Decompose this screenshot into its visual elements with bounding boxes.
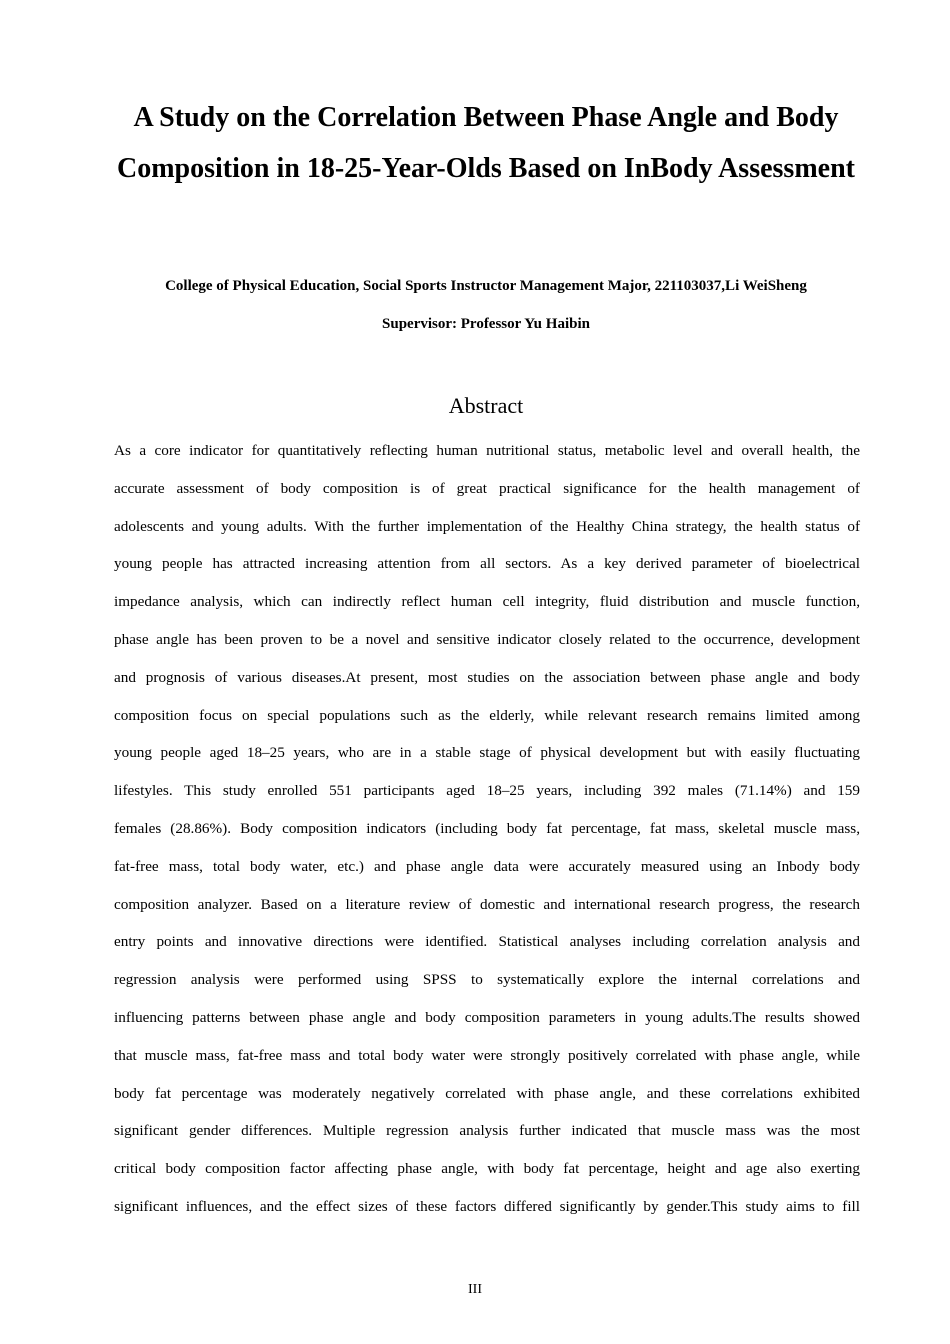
abstract-line: significant influences, and the effect sizes of these factors differed significantly by gender.This study aims to fill xyxy=(114,1197,860,1215)
abstract-line: lifestyles. This study enrolled 551 participants aged 18–25 years, including 392 males (71.14%) and 159 xyxy=(114,782,860,800)
abstract-line: significant gender differences. Multiple regression analysis further indicated that muscle mass was the most xyxy=(114,1122,860,1140)
abstract-line: young people has attracted increasing attention from all sectors. As a key derived parameter of bioelectrical xyxy=(114,555,860,573)
abstract-line: that muscle mass, fat-free mass and total body water were strongly positively correlated with phase angle, while xyxy=(114,1046,860,1064)
abstract-line: accurate assessment of body composition is of great practical significance for the health management of xyxy=(114,479,860,497)
abstract-line: influencing patterns between phase angle and body composition parameters in young adults.The results showed xyxy=(114,1008,860,1026)
abstract-line: As a core indicator for quantitatively reflecting human nutritional status, metabolic level and overall health, the xyxy=(114,442,860,459)
abstract-line: body fat percentage was moderately negatively correlated with phase angle, and these correlations exhibited xyxy=(114,1084,860,1102)
abstract-heading: Abstract xyxy=(448,393,524,418)
abstract-line: females (28.86%). Body composition indicators (including body fat percentage, fat mass, skeletal muscle mass, xyxy=(114,819,860,837)
abstract-line: and prognosis of various diseases.At present, most studies on the association between phase angle and body xyxy=(114,668,860,686)
abstract-line: impedance analysis, which can indirectly reflect human cell integrity, fluid distribution and muscle function, xyxy=(114,593,860,611)
abstract-line: regression analysis were performed using SPSS to systematically explore the internal correlations and xyxy=(114,971,860,989)
abstract-line: young people aged 18–25 years, who are in a stable stage of physical development but with easily fluctuating xyxy=(114,744,860,762)
abstract-line: phase angle has been proven to be a novel and sensitive indicator closely related to the occurrence, development xyxy=(114,630,860,648)
abstract-line: adolescents and young adults. With the further implementation of the Healthy China strategy, the health status of xyxy=(114,517,860,535)
abstract-body xyxy=(114,432,860,1226)
abstract-line: composition analyzer. Based on a literature review of domestic and international research progress, the research xyxy=(114,895,860,913)
paper-title: A Study on the Correlation Between Phase Angle and Body Composition in 18-25-Year-Olds Based on InBody Assessment xyxy=(117,102,855,184)
abstract-line: composition focus on special populations such as the elderly, while relevant research remains limited among xyxy=(114,706,860,724)
abstract-line: fat-free mass, total body water, etc.) and phase angle data were accurately measured using an Inbody body xyxy=(114,857,860,875)
supervisor-line: Supervisor: Professor Yu Haibin xyxy=(382,316,590,332)
page-number: III xyxy=(468,1282,482,1297)
author-affiliation: College of Physical Education, Social Sports Instructor Management Major, 221103037,Li WeiSheng xyxy=(165,278,807,294)
abstract-line: entry points and innovative directions were identified. Statistical analyses including correlation analysis and xyxy=(114,933,860,951)
abstract-line: critical body composition factor affecting phase angle, with body fat percentage, height and age also exerting xyxy=(114,1160,860,1178)
